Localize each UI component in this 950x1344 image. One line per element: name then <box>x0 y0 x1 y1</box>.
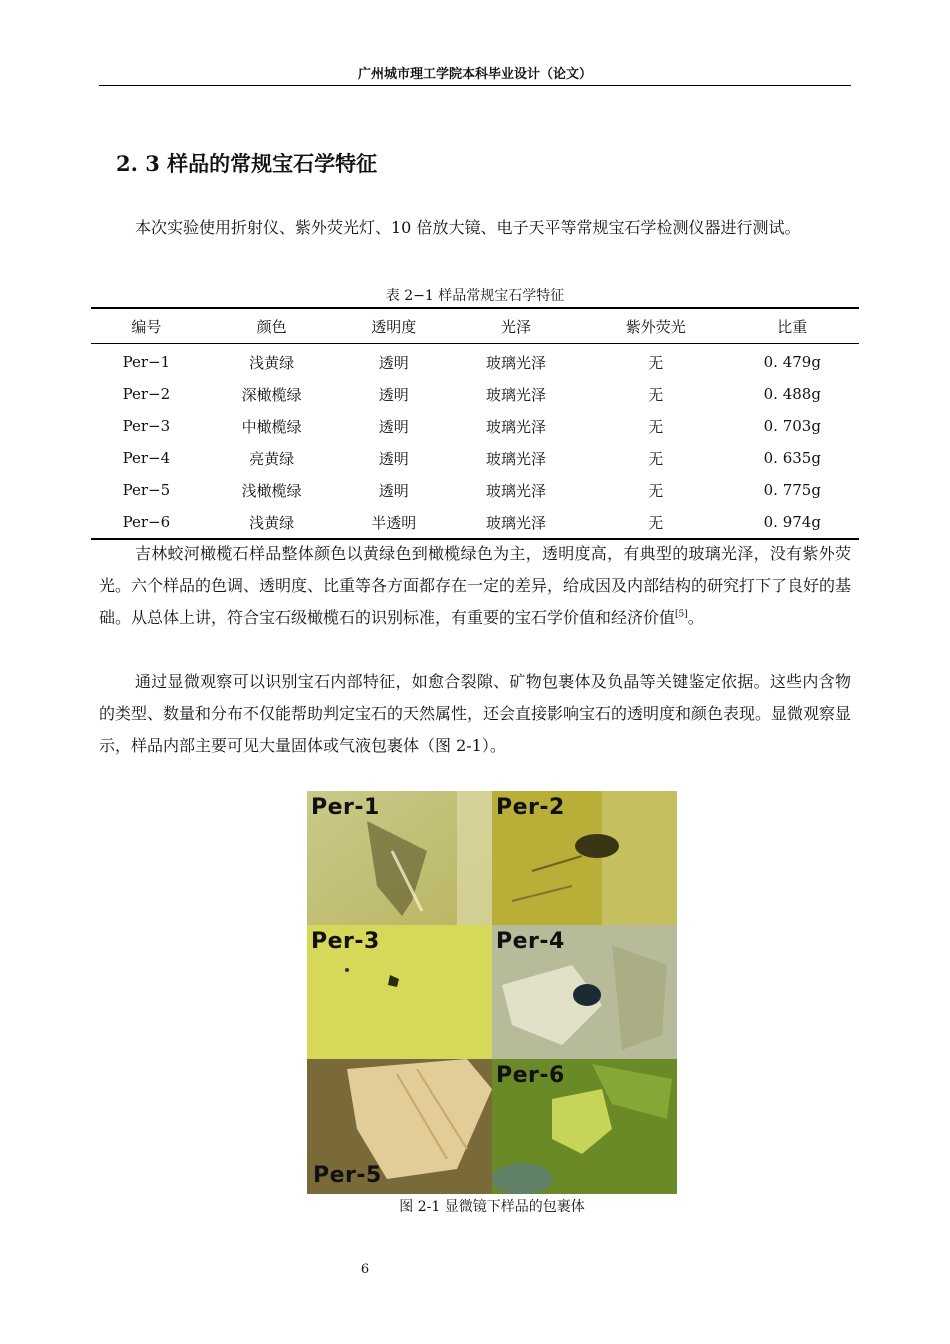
column-header: 光泽 <box>501 317 532 336</box>
table-cell: 无 <box>648 513 664 532</box>
table-cell: 0. 479g <box>763 353 821 371</box>
table-cell: 0. 635g <box>763 449 821 467</box>
table-cell: 浅黄绿 <box>249 513 295 532</box>
panel-label: Per-4 <box>496 929 565 954</box>
microscopy-paragraph: 通过显微观察可以识别宝石内部特征，如愈合裂隙、矿物包裹体及负晶等关键鉴定依据。这些内含物的类型、数量和分布不仅能帮助判定宝石的天然属性，还会直接影响宝石的透明度和颜色表现。显微观察显示，样品内部主要可见大量固体或气液包裹体（图 2-1）。 <box>99 672 852 755</box>
panel-label: Per-5 <box>313 1163 382 1188</box>
table-row <box>91 474 859 506</box>
intro-paragraph: 本次实验使用折射仪、紫外荧光灯、10 倍放大镜、电子天平等常规宝石学检测仪器进行测试。 <box>135 218 801 237</box>
table-cell: 0. 775g <box>763 481 821 499</box>
table-row <box>91 442 859 474</box>
table-cell: 玻璃光泽 <box>486 385 547 404</box>
column-header: 编号 <box>131 317 162 336</box>
table-cell: Per−2 <box>122 385 171 403</box>
table-caption: 表 2−1 样品常规宝石学特征 <box>385 288 565 304</box>
table-cell: 玻璃光泽 <box>486 513 547 532</box>
column-header: 紫外荧光 <box>625 317 686 336</box>
micrograph-panel-per-6 <box>492 1059 677 1194</box>
table-row <box>91 344 859 379</box>
citation-reference[interactable]: [5] <box>675 609 688 620</box>
table-cell: Per−3 <box>122 417 171 435</box>
table-row <box>91 378 859 410</box>
table-cell: Per−1 <box>122 353 171 371</box>
table-cell: 半透明 <box>371 513 417 532</box>
table-cell: 玻璃光泽 <box>486 481 547 500</box>
table-cell: Per−4 <box>122 449 171 467</box>
table-cell: Per−6 <box>122 513 171 531</box>
figure-caption: 图 2-1 显微镜下样品的包裹体 <box>399 1199 585 1215</box>
micrograph-panel-per-4 <box>492 925 677 1059</box>
table-header-row <box>91 308 859 344</box>
panel-label: Per-1 <box>311 795 380 820</box>
inclusion-micrograph-figure <box>307 791 677 1194</box>
table-row <box>91 506 859 539</box>
table-cell: Per−5 <box>122 481 171 499</box>
table-cell: 0. 488g <box>763 385 821 403</box>
table-row <box>91 410 859 442</box>
gem-properties-table <box>91 307 859 540</box>
table-cell: 玻璃光泽 <box>486 417 547 436</box>
panel-label: Per-2 <box>496 795 565 820</box>
summary-paragraph <box>99 538 851 634</box>
micrograph-panel-per-1 <box>307 791 492 925</box>
table-cell: 玻璃光泽 <box>486 449 547 468</box>
page-number: 6 <box>360 1262 370 1277</box>
table-cell: 无 <box>648 353 664 372</box>
header-rule <box>99 85 851 86</box>
table-cell: 深橄榄绿 <box>241 385 302 404</box>
panel-label: Per-6 <box>496 1063 565 1088</box>
column-header: 颜色 <box>256 317 287 336</box>
section-title: 2. 3 样品的常规宝石学特征 <box>116 151 378 176</box>
table-cell: 透明 <box>378 353 409 372</box>
table-cell: 无 <box>648 385 664 404</box>
micrograph-panel-per-2 <box>492 791 677 925</box>
table-cell: 透明 <box>378 449 409 468</box>
table-cell: 透明 <box>378 417 409 436</box>
column-header: 比重 <box>777 317 808 336</box>
table-cell: 无 <box>648 449 664 468</box>
table-cell: 中橄榄绿 <box>241 417 302 436</box>
table-cell: 浅黄绿 <box>249 353 295 372</box>
table-cell: 亮黄绿 <box>249 449 295 468</box>
table-cell: 无 <box>648 481 664 500</box>
table-cell: 玻璃光泽 <box>486 353 547 372</box>
micrograph-panel-per-5 <box>307 1059 492 1194</box>
running-header: 广州城市理工学院本科毕业设计（论文） <box>357 67 592 82</box>
table-cell: 透明 <box>378 385 409 404</box>
table-cell: 0. 974g <box>763 513 821 531</box>
panel-label: Per-3 <box>311 929 380 954</box>
summary-text: 吉林蛟河橄榄石样品整体颜色以黄绿色到橄榄绿色为主，透明度高，有典型的玻璃光泽，没有紫外荧光。六个样品的色调、透明度、比重等各方面都存在一定的差异，给成因及内部结构的研究打下了良好的基础。从总体上讲，符合宝石级橄榄石的识别标准，有重要的宝石学价值和经济价值 <box>99 544 852 627</box>
table-cell: 浅橄榄绿 <box>241 481 302 500</box>
summary-end: 。 <box>687 608 704 627</box>
table-cell: 无 <box>648 417 664 436</box>
table-cell: 0. 703g <box>763 417 821 435</box>
table-cell: 透明 <box>378 481 409 500</box>
column-header: 透明度 <box>371 317 417 336</box>
micrograph-panel-per-3 <box>307 925 492 1059</box>
